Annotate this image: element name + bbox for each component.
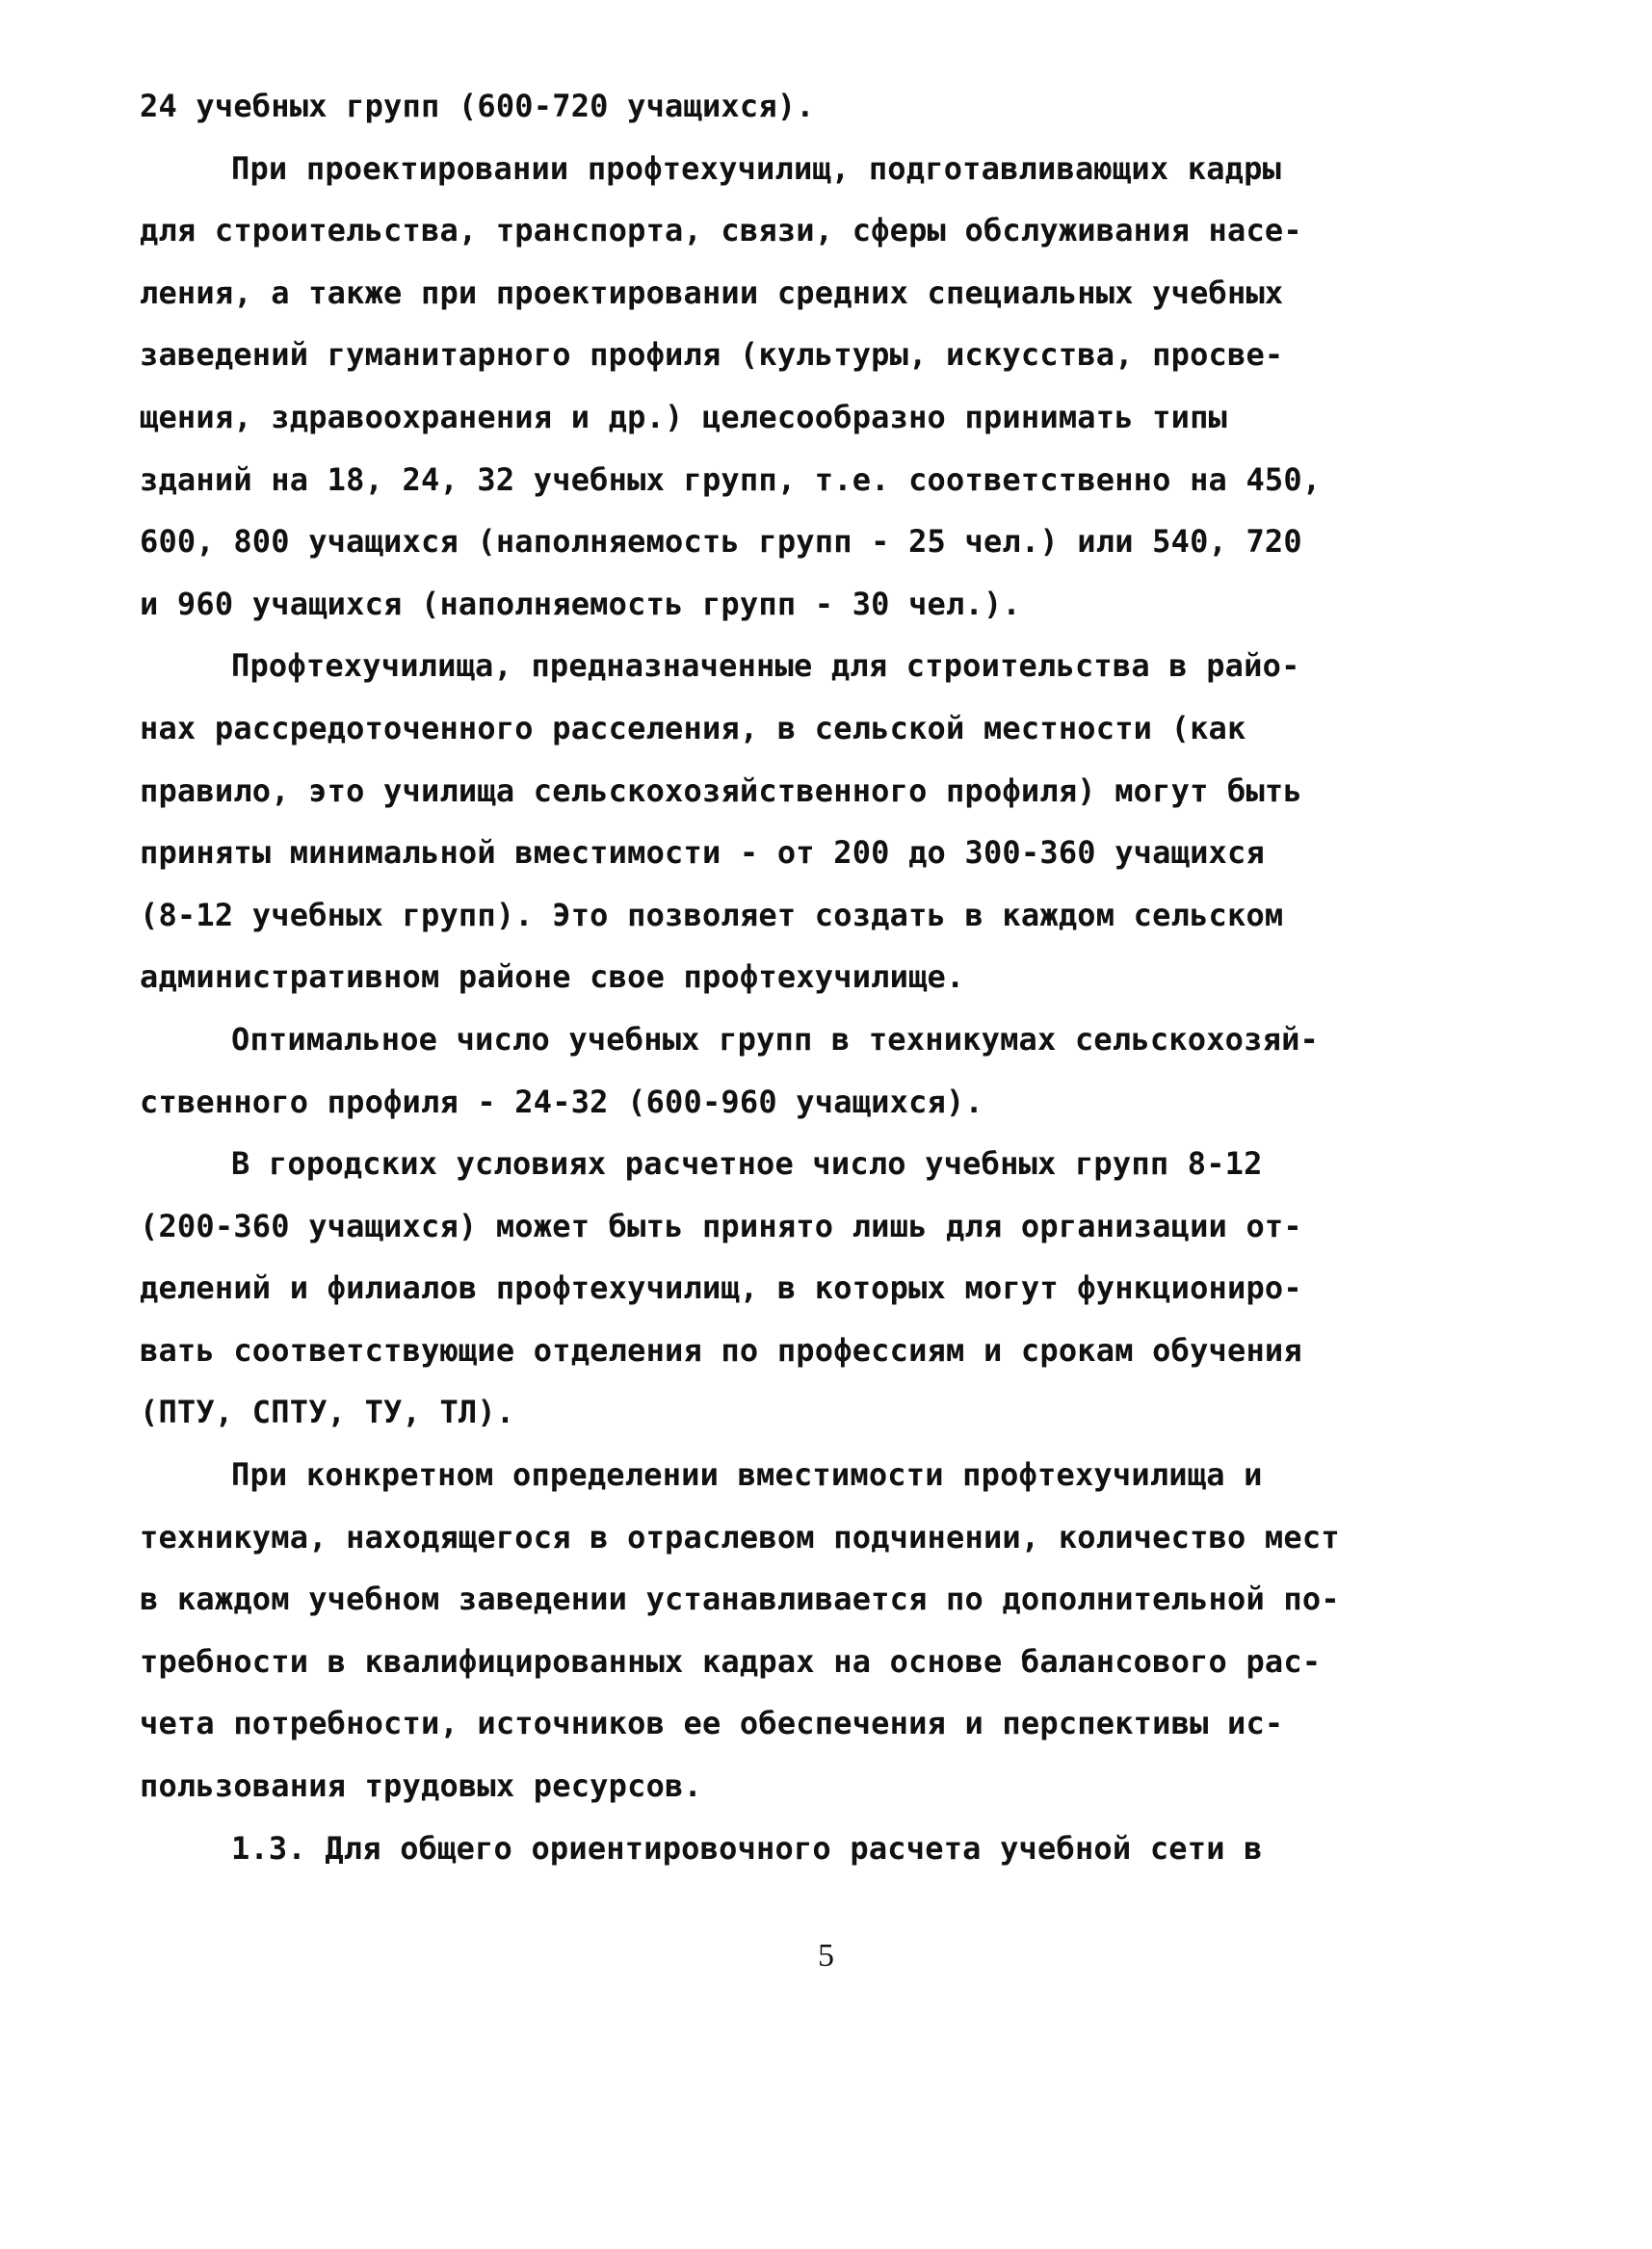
paragraph-start-line: При проектировании профтехучилищ, подготавливающих кадры <box>231 149 1282 187</box>
section-heading-line: 1.3. Для общего ориентировочного расчета учебной сети в <box>231 1829 1263 1867</box>
text-line: зданий на 18, 24, 32 учебных групп, т.е. соответственно на 450, <box>140 460 1322 498</box>
text-line: 600, 800 учащихся (наполняемость групп - 25 чел.) или 540, 720 <box>140 523 1302 561</box>
text-line: правило, это училища сельскохозяйственного профиля) могут быть <box>140 771 1302 809</box>
text-line: вать соответствующие отделения по профессиям и срокам обучения <box>140 1331 1302 1369</box>
text-line: щения, здравоохранения и др.) целесообразно принимать типы <box>140 398 1228 435</box>
text-line: пользования трудовых ресурсов. <box>140 1767 702 1805</box>
text-line: нах рассредоточенного расселения, в сельской местности (как <box>140 709 1246 746</box>
page-number: 5 <box>818 1938 834 1974</box>
body-text <box>140 75 1392 1879</box>
text-line: (200-360 учащихся) может быть принято лишь для организации от- <box>140 1207 1302 1244</box>
paragraph-start-line: Оптимальное число учебных групп в техникумах сельскохозяй- <box>231 1020 1320 1058</box>
text-line: делений и филиалов профтехучилищ, в которых могут функциониро- <box>140 1269 1302 1307</box>
text-line: (ПТУ, СПТУ, ТУ, ТЛ). <box>140 1394 515 1431</box>
paragraph-start-line: Профтехучилища, предназначенные для строительства в райо- <box>231 647 1300 685</box>
text-line: ления, а также при проектировании средних специальных учебных <box>140 274 1284 311</box>
text-line: техникума, находящегося в отраслевом подчинении, количество мест <box>140 1518 1340 1556</box>
text-line: ственного профиля - 24-32 (600-960 учащихся). <box>140 1083 983 1120</box>
paragraph-start-line: В городских условиях расчетное число учебных групп 8-12 <box>231 1145 1263 1183</box>
text-line: административном районе свое профтехучилище. <box>140 958 965 996</box>
text-line: (8-12 учебных групп). Это позволяет создать в каждом сельском <box>140 896 1284 933</box>
paragraph-start-line: При конкретном определении вместимости профтехучилища и <box>231 1456 1263 1494</box>
text-line: чета потребности, источников ее обеспечения и перспективы ис- <box>140 1705 1284 1742</box>
text-line: требности в квалифицированных кадрах на основе балансового рас- <box>140 1642 1322 1680</box>
text-line: заведений гуманитарного профиля (культуры, искусства, просве- <box>140 336 1284 374</box>
text-line: в каждом учебном заведении устанавливается по дополнительной по- <box>140 1581 1340 1618</box>
text-line: для строительства, транспорта, связи, сферы обслуживания насе- <box>140 212 1302 249</box>
text-line: и 960 учащихся (наполняемость групп - 30 чел.). <box>140 585 1021 622</box>
text-line: 24 учебных групп (600-720 учащихся). <box>140 88 815 124</box>
text-line: приняты минимальной вместимости - от 200 до 300-360 учащихся <box>140 834 1265 872</box>
